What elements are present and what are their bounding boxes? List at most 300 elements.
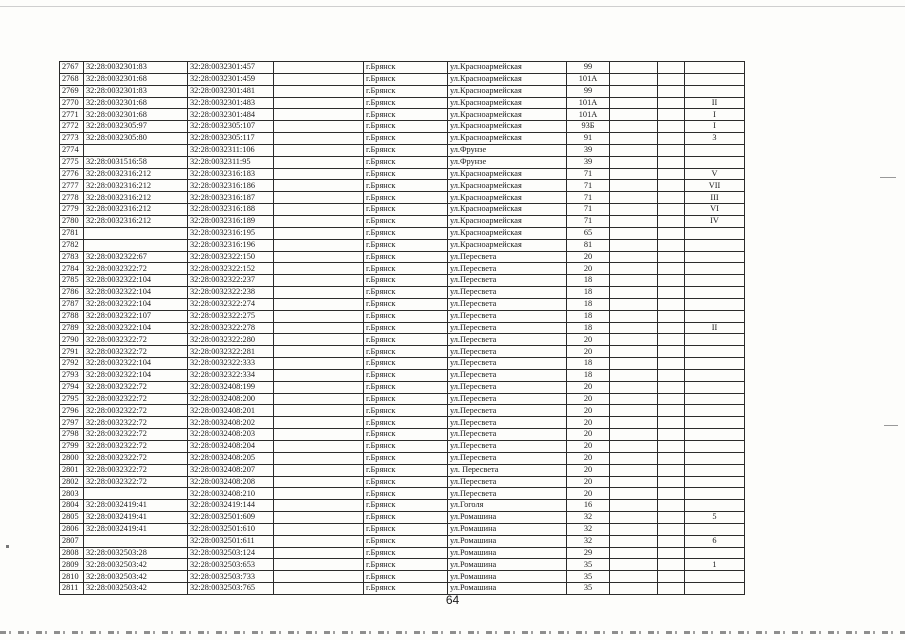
empty-cell bbox=[658, 559, 685, 571]
house-number: 18 bbox=[567, 369, 610, 381]
cadastral-number: 32:28:0032301:484 bbox=[188, 109, 274, 121]
street: ул.Красноармейская bbox=[448, 192, 567, 204]
empty-cell bbox=[658, 239, 685, 251]
row-number: 2811 bbox=[60, 583, 84, 595]
empty-cell bbox=[610, 85, 658, 97]
empty-cell bbox=[274, 381, 364, 393]
apartment-number bbox=[685, 156, 745, 168]
scan-artifact bbox=[880, 177, 896, 178]
apartment-number: I bbox=[685, 121, 745, 133]
empty-cell bbox=[610, 500, 658, 512]
parent-cadastral-number: 32:28:0032301:83 bbox=[84, 85, 188, 97]
row-number: 2801 bbox=[60, 464, 84, 476]
cadastral-number: 32:28:0032408:210 bbox=[188, 488, 274, 500]
city: г.Брянск bbox=[364, 358, 448, 370]
empty-cell bbox=[274, 535, 364, 547]
empty-cell bbox=[610, 287, 658, 299]
row-number: 2792 bbox=[60, 358, 84, 370]
empty-cell bbox=[274, 559, 364, 571]
empty-cell bbox=[274, 452, 364, 464]
apartment-number: IV bbox=[685, 215, 745, 227]
street: ул.Пересвета bbox=[448, 251, 567, 263]
row-number: 2784 bbox=[60, 263, 84, 275]
empty-cell bbox=[610, 192, 658, 204]
city: г.Брянск bbox=[364, 500, 448, 512]
apartment-number bbox=[685, 144, 745, 156]
empty-cell bbox=[610, 180, 658, 192]
table-row bbox=[60, 144, 745, 156]
cadastral-number: 32:28:0032419:144 bbox=[188, 500, 274, 512]
table-row bbox=[60, 156, 745, 168]
parent-cadastral-number: 32:28:0032316:212 bbox=[84, 168, 188, 180]
apartment-number bbox=[685, 298, 745, 310]
table-row bbox=[60, 464, 745, 476]
table-row bbox=[60, 559, 745, 571]
row-number: 2798 bbox=[60, 429, 84, 441]
empty-cell bbox=[274, 512, 364, 524]
street: ул.Ромашина bbox=[448, 583, 567, 595]
empty-cell bbox=[610, 62, 658, 74]
street: ул.Пересвета bbox=[448, 275, 567, 287]
parent-cadastral-number bbox=[84, 488, 188, 500]
empty-cell bbox=[610, 334, 658, 346]
table-row bbox=[60, 287, 745, 299]
house-number: 35 bbox=[567, 583, 610, 595]
empty-cell bbox=[658, 464, 685, 476]
parent-cadastral-number: 32:28:0032322:72 bbox=[84, 476, 188, 488]
empty-cell bbox=[610, 109, 658, 121]
city: г.Брянск bbox=[364, 523, 448, 535]
row-number: 2774 bbox=[60, 144, 84, 156]
empty-cell bbox=[658, 571, 685, 583]
cadastral-number: 32:28:0032316:183 bbox=[188, 168, 274, 180]
empty-cell bbox=[610, 73, 658, 85]
scan-bottom-edge bbox=[0, 631, 905, 634]
table-row bbox=[60, 393, 745, 405]
empty-cell bbox=[274, 251, 364, 263]
empty-cell bbox=[274, 310, 364, 322]
cadastral-number: 32:28:0032408:205 bbox=[188, 452, 274, 464]
table-row bbox=[60, 251, 745, 263]
table-row bbox=[60, 239, 745, 251]
apartment-number bbox=[685, 227, 745, 239]
row-number: 2803 bbox=[60, 488, 84, 500]
cadastral-number: 32:28:0032301:459 bbox=[188, 73, 274, 85]
apartment-number bbox=[685, 381, 745, 393]
table-row bbox=[60, 62, 745, 74]
table-row bbox=[60, 275, 745, 287]
cadastral-number: 32:28:0032305:107 bbox=[188, 121, 274, 133]
empty-cell bbox=[610, 168, 658, 180]
cadastral-number: 32:28:0032311:106 bbox=[188, 144, 274, 156]
parent-cadastral-number: 32:28:0032322:72 bbox=[84, 263, 188, 275]
empty-cell bbox=[610, 393, 658, 405]
cadastral-number: 32:28:0032408:199 bbox=[188, 381, 274, 393]
city: г.Брянск bbox=[364, 535, 448, 547]
row-number: 2771 bbox=[60, 109, 84, 121]
parent-cadastral-number: 32:28:0032322:104 bbox=[84, 275, 188, 287]
house-number: 71 bbox=[567, 180, 610, 192]
parent-cadastral-number: 32:28:0032419:41 bbox=[84, 512, 188, 524]
cadastral-number: 32:28:0032322:150 bbox=[188, 251, 274, 263]
apartment-number: 1 bbox=[685, 559, 745, 571]
cadastral-number: 32:28:0032311:95 bbox=[188, 156, 274, 168]
empty-cell bbox=[274, 441, 364, 453]
cadastral-number: 32:28:0032322:278 bbox=[188, 322, 274, 334]
apartment-number: 5 bbox=[685, 512, 745, 524]
house-number: 99 bbox=[567, 85, 610, 97]
house-number: 71 bbox=[567, 215, 610, 227]
city: г.Брянск bbox=[364, 251, 448, 263]
house-number: 32 bbox=[567, 512, 610, 524]
parent-cadastral-number: 32:28:0032316:212 bbox=[84, 204, 188, 216]
table-row bbox=[60, 523, 745, 535]
empty-cell bbox=[610, 215, 658, 227]
empty-cell bbox=[658, 204, 685, 216]
city: г.Брянск bbox=[364, 239, 448, 251]
empty-cell bbox=[610, 204, 658, 216]
apartment-number bbox=[685, 452, 745, 464]
house-number: 20 bbox=[567, 393, 610, 405]
street: ул.Пересвета bbox=[448, 488, 567, 500]
apartment-number bbox=[685, 369, 745, 381]
scan-artifact bbox=[884, 425, 898, 426]
cadastral-number: 32:28:0032501:609 bbox=[188, 512, 274, 524]
cadastral-number: 32:28:0032408:201 bbox=[188, 405, 274, 417]
apartment-number bbox=[685, 263, 745, 275]
parent-cadastral-number: 32:28:0032503:42 bbox=[84, 571, 188, 583]
empty-cell bbox=[610, 322, 658, 334]
empty-cell bbox=[274, 369, 364, 381]
empty-cell bbox=[610, 512, 658, 524]
empty-cell bbox=[658, 476, 685, 488]
table-row bbox=[60, 500, 745, 512]
street: ул.Красноармейская bbox=[448, 73, 567, 85]
cadastral-number: 32:28:0032501:611 bbox=[188, 535, 274, 547]
street: ул.Фрунзе bbox=[448, 156, 567, 168]
table-row bbox=[60, 512, 745, 524]
empty-cell bbox=[658, 109, 685, 121]
house-number: 101А bbox=[567, 97, 610, 109]
street: ул.Пересвета bbox=[448, 381, 567, 393]
row-number: 2782 bbox=[60, 239, 84, 251]
empty-cell bbox=[274, 405, 364, 417]
empty-cell bbox=[658, 334, 685, 346]
parent-cadastral-number: 32:28:0032322:72 bbox=[84, 452, 188, 464]
table-row bbox=[60, 133, 745, 145]
empty-cell bbox=[274, 180, 364, 192]
parent-cadastral-number: 32:28:0032316:212 bbox=[84, 192, 188, 204]
street: ул.Красноармейская bbox=[448, 97, 567, 109]
house-number: 71 bbox=[567, 204, 610, 216]
empty-cell bbox=[610, 133, 658, 145]
street: ул.Красноармейская bbox=[448, 180, 567, 192]
parent-cadastral-number: 32:28:0032301:68 bbox=[84, 109, 188, 121]
empty-cell bbox=[610, 488, 658, 500]
street: ул.Пересвета bbox=[448, 476, 567, 488]
city: г.Брянск bbox=[364, 62, 448, 74]
cadastral-number: 32:28:0032316:195 bbox=[188, 227, 274, 239]
empty-cell bbox=[274, 275, 364, 287]
row-number: 2785 bbox=[60, 275, 84, 287]
empty-cell bbox=[610, 251, 658, 263]
table-row bbox=[60, 192, 745, 204]
parent-cadastral-number: 32:28:0032322:104 bbox=[84, 369, 188, 381]
house-number: 93Б bbox=[567, 121, 610, 133]
empty-cell bbox=[274, 488, 364, 500]
house-number: 71 bbox=[567, 168, 610, 180]
empty-cell bbox=[610, 381, 658, 393]
street: ул.Пересвета bbox=[448, 287, 567, 299]
cadastral-number: 32:28:0032408:202 bbox=[188, 417, 274, 429]
house-number: 18 bbox=[567, 298, 610, 310]
row-number: 2810 bbox=[60, 571, 84, 583]
empty-cell bbox=[610, 156, 658, 168]
row-number: 2777 bbox=[60, 180, 84, 192]
row-number: 2775 bbox=[60, 156, 84, 168]
apartment-number bbox=[685, 393, 745, 405]
parent-cadastral-number: 32:28:0032305:80 bbox=[84, 133, 188, 145]
cadastral-number: 32:28:0032408:200 bbox=[188, 393, 274, 405]
empty-cell bbox=[274, 417, 364, 429]
house-number: 20 bbox=[567, 417, 610, 429]
empty-cell bbox=[658, 452, 685, 464]
cadastral-number: 32:28:0032316:196 bbox=[188, 239, 274, 251]
row-number: 2797 bbox=[60, 417, 84, 429]
parent-cadastral-number: 32:28:0032503:28 bbox=[84, 547, 188, 559]
apartment-number bbox=[685, 239, 745, 251]
empty-cell bbox=[658, 369, 685, 381]
street: ул.Ромашина bbox=[448, 523, 567, 535]
city: г.Брянск bbox=[364, 417, 448, 429]
parent-cadastral-number bbox=[84, 239, 188, 251]
house-number: 32 bbox=[567, 523, 610, 535]
row-number: 2783 bbox=[60, 251, 84, 263]
table-row bbox=[60, 369, 745, 381]
city: г.Брянск bbox=[364, 464, 448, 476]
house-number: 18 bbox=[567, 275, 610, 287]
city: г.Брянск bbox=[364, 192, 448, 204]
empty-cell bbox=[274, 476, 364, 488]
apartment-number: VII bbox=[685, 180, 745, 192]
empty-cell bbox=[658, 275, 685, 287]
empty-cell bbox=[610, 559, 658, 571]
parent-cadastral-number: 32:28:0032322:72 bbox=[84, 405, 188, 417]
house-number: 71 bbox=[567, 192, 610, 204]
empty-cell bbox=[658, 547, 685, 559]
city: г.Брянск bbox=[364, 441, 448, 453]
empty-cell bbox=[658, 97, 685, 109]
street: ул.Пересвета bbox=[448, 310, 567, 322]
table-row bbox=[60, 452, 745, 464]
city: г.Брянск bbox=[364, 133, 448, 145]
parent-cadastral-number: 32:28:0032322:72 bbox=[84, 346, 188, 358]
house-number: 20 bbox=[567, 464, 610, 476]
city: г.Брянск bbox=[364, 559, 448, 571]
city: г.Брянск bbox=[364, 156, 448, 168]
city: г.Брянск bbox=[364, 405, 448, 417]
register-body bbox=[60, 62, 745, 595]
cadastral-number: 32:28:0032301:481 bbox=[188, 85, 274, 97]
table-row bbox=[60, 97, 745, 109]
parent-cadastral-number: 32:28:0032322:72 bbox=[84, 393, 188, 405]
empty-cell bbox=[274, 523, 364, 535]
cadastral-number: 32:28:0032301:457 bbox=[188, 62, 274, 74]
city: г.Брянск bbox=[364, 275, 448, 287]
empty-cell bbox=[274, 298, 364, 310]
city: г.Брянск bbox=[364, 429, 448, 441]
empty-cell bbox=[274, 322, 364, 334]
row-number: 2773 bbox=[60, 133, 84, 145]
empty-cell bbox=[610, 298, 658, 310]
cadastral-number: 32:28:0032322:238 bbox=[188, 287, 274, 299]
empty-cell bbox=[274, 263, 364, 275]
table-row bbox=[60, 109, 745, 121]
parent-cadastral-number: 32:28:0031516:58 bbox=[84, 156, 188, 168]
cadastral-number: 32:28:0032322:334 bbox=[188, 369, 274, 381]
empty-cell bbox=[274, 547, 364, 559]
table-row bbox=[60, 429, 745, 441]
empty-cell bbox=[274, 215, 364, 227]
empty-cell bbox=[274, 62, 364, 74]
empty-cell bbox=[274, 358, 364, 370]
city: г.Брянск bbox=[364, 393, 448, 405]
cadastral-number: 32:28:0032322:274 bbox=[188, 298, 274, 310]
street: ул.Ромашина bbox=[448, 512, 567, 524]
city: г.Брянск bbox=[364, 381, 448, 393]
table-row bbox=[60, 334, 745, 346]
empty-cell bbox=[610, 97, 658, 109]
apartment-number: II bbox=[685, 322, 745, 334]
apartment-number bbox=[685, 417, 745, 429]
parent-cadastral-number: 32:28:0032322:72 bbox=[84, 334, 188, 346]
empty-cell bbox=[610, 144, 658, 156]
row-number: 2806 bbox=[60, 523, 84, 535]
parent-cadastral-number: 32:28:0032419:41 bbox=[84, 500, 188, 512]
street: ул.Пересвета bbox=[448, 334, 567, 346]
cadastral-number: 32:28:0032408:203 bbox=[188, 429, 274, 441]
cadastral-number: 32:28:0032316:188 bbox=[188, 204, 274, 216]
empty-cell bbox=[658, 512, 685, 524]
house-number: 20 bbox=[567, 476, 610, 488]
empty-cell bbox=[658, 441, 685, 453]
row-number: 2791 bbox=[60, 346, 84, 358]
empty-cell bbox=[274, 73, 364, 85]
city: г.Брянск bbox=[364, 346, 448, 358]
apartment-number: II bbox=[685, 97, 745, 109]
house-number: 39 bbox=[567, 144, 610, 156]
city: г.Брянск bbox=[364, 322, 448, 334]
row-number: 2772 bbox=[60, 121, 84, 133]
empty-cell bbox=[274, 168, 364, 180]
house-number: 101А bbox=[567, 73, 610, 85]
cadastral-number: 32:28:0032503:765 bbox=[188, 583, 274, 595]
empty-cell bbox=[658, 488, 685, 500]
table-row bbox=[60, 547, 745, 559]
row-number: 2769 bbox=[60, 85, 84, 97]
apartment-number: III bbox=[685, 192, 745, 204]
street: ул.Пересвета bbox=[448, 405, 567, 417]
city: г.Брянск bbox=[364, 263, 448, 275]
apartment-number: I bbox=[685, 109, 745, 121]
empty-cell bbox=[658, 180, 685, 192]
table-row bbox=[60, 322, 745, 334]
city: г.Брянск bbox=[364, 97, 448, 109]
parent-cadastral-number: 32:28:0032322:104 bbox=[84, 322, 188, 334]
table-row bbox=[60, 346, 745, 358]
parent-cadastral-number: 32:28:0032322:67 bbox=[84, 251, 188, 263]
row-number: 2776 bbox=[60, 168, 84, 180]
city: г.Брянск bbox=[364, 180, 448, 192]
cadastral-number: 32:28:0032322:152 bbox=[188, 263, 274, 275]
apartment-number bbox=[685, 346, 745, 358]
house-number: 91 bbox=[567, 133, 610, 145]
empty-cell bbox=[658, 251, 685, 263]
empty-cell bbox=[610, 358, 658, 370]
parent-cadastral-number: 32:28:0032322:72 bbox=[84, 464, 188, 476]
street: ул.Гоголя bbox=[448, 500, 567, 512]
city: г.Брянск bbox=[364, 168, 448, 180]
table-row bbox=[60, 121, 745, 133]
street: ул.Красноармейская bbox=[448, 227, 567, 239]
table-row bbox=[60, 441, 745, 453]
row-number: 2781 bbox=[60, 227, 84, 239]
table-row bbox=[60, 571, 745, 583]
empty-cell bbox=[658, 73, 685, 85]
apartment-number bbox=[685, 62, 745, 74]
row-number: 2779 bbox=[60, 204, 84, 216]
apartment-number bbox=[685, 334, 745, 346]
empty-cell bbox=[274, 156, 364, 168]
empty-cell bbox=[610, 239, 658, 251]
empty-cell bbox=[658, 393, 685, 405]
table-row bbox=[60, 180, 745, 192]
parent-cadastral-number: 32:28:0032503:42 bbox=[84, 559, 188, 571]
row-number: 2793 bbox=[60, 369, 84, 381]
apartment-number bbox=[685, 571, 745, 583]
house-number: 18 bbox=[567, 287, 610, 299]
empty-cell bbox=[610, 310, 658, 322]
empty-cell bbox=[274, 346, 364, 358]
city: г.Брянск bbox=[364, 488, 448, 500]
empty-cell bbox=[658, 429, 685, 441]
row-number: 2788 bbox=[60, 310, 84, 322]
empty-cell bbox=[658, 121, 685, 133]
street: ул.Ромашина bbox=[448, 571, 567, 583]
house-number: 18 bbox=[567, 310, 610, 322]
table-row bbox=[60, 535, 745, 547]
empty-cell bbox=[274, 287, 364, 299]
cadastral-number: 32:28:0032316:187 bbox=[188, 192, 274, 204]
empty-cell bbox=[274, 429, 364, 441]
street: ул. Пересвета bbox=[448, 464, 567, 476]
table-row bbox=[60, 168, 745, 180]
street: ул.Красноармейская bbox=[448, 168, 567, 180]
row-number: 2778 bbox=[60, 192, 84, 204]
empty-cell bbox=[658, 358, 685, 370]
street: ул.Пересвета bbox=[448, 358, 567, 370]
empty-cell bbox=[610, 429, 658, 441]
empty-cell bbox=[610, 121, 658, 133]
parent-cadastral-number: 32:28:0032322:104 bbox=[84, 287, 188, 299]
cadastral-number: 32:28:0032503:733 bbox=[188, 571, 274, 583]
row-number: 2770 bbox=[60, 97, 84, 109]
empty-cell bbox=[274, 500, 364, 512]
city: г.Брянск bbox=[364, 476, 448, 488]
city: г.Брянск bbox=[364, 144, 448, 156]
house-number: 20 bbox=[567, 334, 610, 346]
house-number: 32 bbox=[567, 535, 610, 547]
